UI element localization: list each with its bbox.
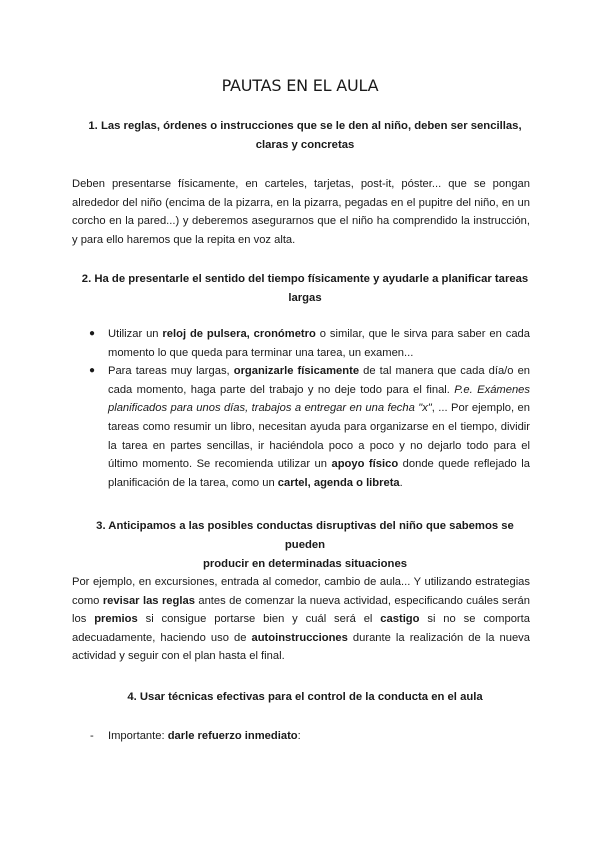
text-run: , ... Por ejemplo, en tareas como resumir un libro, necesitan ayuda para organizarse en el tiempo, dividir la tarea en partes sencillas, ir haciéndola poco a poco y no dejarlo todo para el último momento. Se recomienda utilizar un [108, 402, 530, 471]
text-run: : [297, 730, 301, 742]
bold-run: cartel, agenda o libreta [277, 476, 400, 489]
text-run: durante la realización de la nueva actividad y seguir con el plan hasta el final. [72, 631, 530, 663]
text-run: Por ejemplo, en excursiones, entrada al comedor, cambio de aula... Y utilizando estrategias como [72, 576, 530, 607]
text-run: Utilizar un [108, 328, 163, 340]
list-item [72, 362, 530, 492]
section-2-heading-line-2: largas [288, 292, 322, 304]
bullet-icon: ● [89, 365, 96, 377]
section-3-heading [80, 517, 530, 574]
section-3-paragraph [72, 573, 530, 666]
bold-run: darle refuerzo inmediato [167, 730, 298, 742]
dash-bullet: - [90, 730, 94, 742]
italic-run: P.e. Exámenes planificados para unos días, trabajos a entregar en una fecha "x" [108, 383, 530, 415]
section-4-item-text [108, 727, 301, 746]
bold-run: premios [94, 613, 138, 626]
section-1-heading-line-1: 1. Las reglas, órdenes o instrucciones que se le den al niño, deben ser sencillas, [88, 120, 522, 132]
section-2-heading [80, 270, 530, 308]
section-1-heading-line-2: claras y concretas [255, 139, 355, 151]
text-run: o similar, que le sirva para saber en cada momento lo que queda para terminar una tarea, un examen... [108, 328, 530, 359]
text-run: antes de comenzar la nueva actividad, especificando cuáles serán los [72, 594, 531, 626]
bold-run: reloj de pulsera, cronómetro [162, 328, 316, 340]
text-run: Para tareas muy largas, [108, 365, 234, 378]
section-2-heading-line-1: 2. Ha de presentarle el sentido del tiempo físicamente y ayudarle a planificar tareas [81, 273, 529, 285]
bold-run: revisar las reglas [102, 594, 195, 607]
text-run: . [399, 476, 403, 489]
text-run: Importante: [108, 730, 168, 742]
list-item [72, 325, 530, 362]
text-run: si no se comporta adecuadamente, haciendo uso de [72, 613, 530, 644]
bold-run: autoinstrucciones [251, 631, 348, 644]
section-3-heading-line-2: producir en determinadas situaciones [202, 558, 408, 570]
text-run: donde quede reflejado la planificación de la tarea, como un [108, 458, 530, 489]
text-run: si consigue portarse bien y cuál será el [137, 613, 381, 626]
section-1-paragraph: Deben presentarse físicamente, en carteles, tarjetas, post-it, póster... que se pongan alrededor del niño (encima de la pizarra, en la pizarra, pegadas en el pupitre del niño, en un corcho en la pared...) y deberemos asegurarnos que el niño ha comprendido la instrucción, y para ello haremos que la repita en voz alta. [72, 178, 530, 246]
bold-run: apoyo físico [331, 458, 399, 471]
text-run: de tal manera que cada día/o en cada momento, haga parte del trabajo y no deje todo para el final. [108, 365, 531, 396]
bold-run: castigo [380, 613, 420, 626]
section-1-heading [80, 117, 530, 155]
document-title: PAUTAS EN EL AULA [221, 76, 379, 95]
bullet-icon: ● [89, 328, 96, 339]
section-3-heading-line-1: 3. Anticipamos a las posibles conductas disruptivas del niño que sabemos se pueden [96, 520, 514, 551]
bold-run: organizarle físicamente [233, 365, 360, 378]
section-2-bullet-list [72, 325, 530, 492]
section-4-heading: 4. Usar técnicas efectivas para el control de la conducta en el aula [127, 691, 483, 703]
